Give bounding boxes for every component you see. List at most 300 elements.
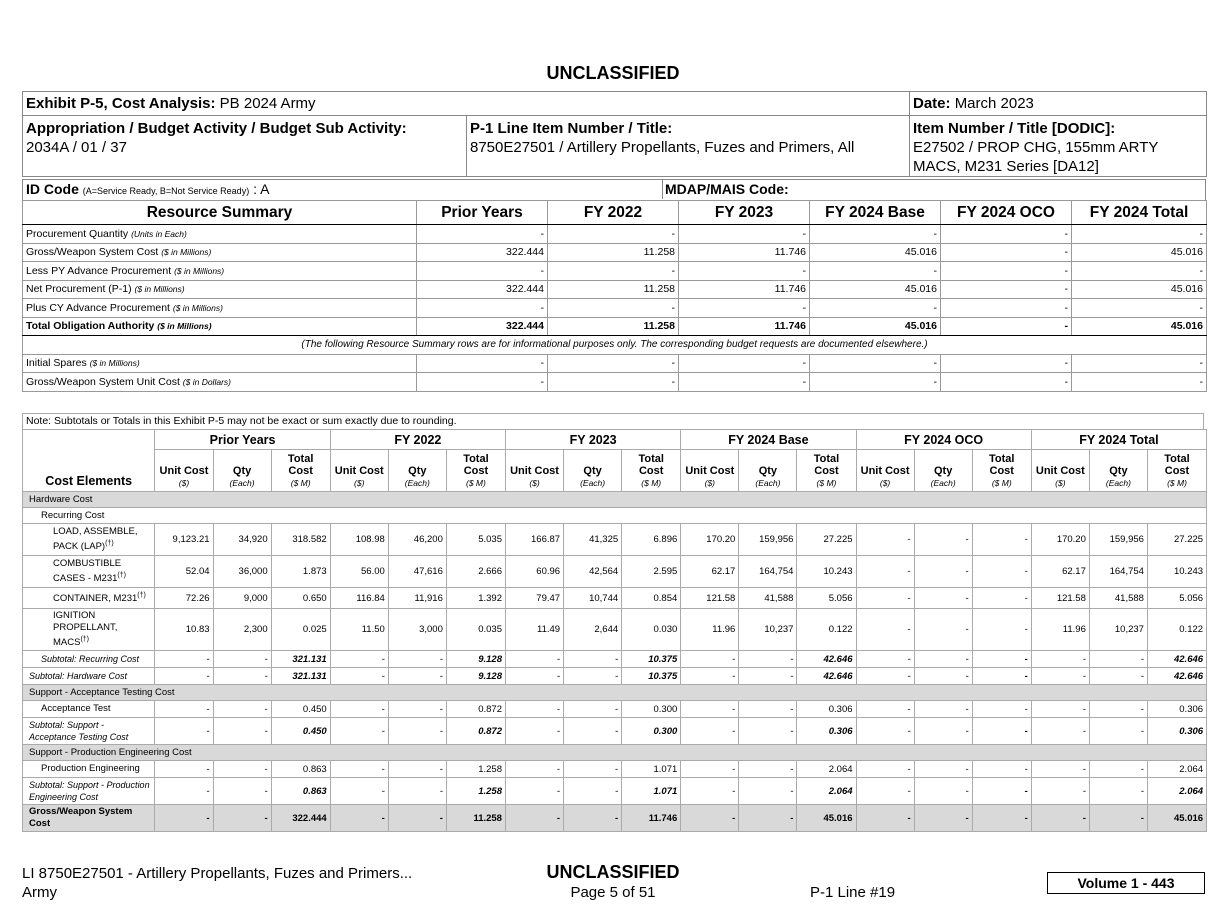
resource-summary-value: - [941,354,1072,373]
total-cost-label: Total Cost [287,453,314,477]
unit-cost-value: - [155,761,213,778]
total-cost-header [972,450,1031,492]
resource-summary-row [23,280,1207,299]
resource-summary-value: - [548,225,679,244]
resource-summary-row [23,225,1207,244]
cost-subtotal-row [23,778,1207,805]
id-code-row [22,179,1206,201]
qty-header [388,450,446,492]
resource-summary-value: - [417,354,548,373]
qty-value: - [213,701,271,718]
total-cost-value: 2.064 [797,761,856,778]
qty-value: 159,956 [1089,524,1147,556]
total-cost-value: 11.746 [622,805,681,832]
unit-cost-value: - [856,718,914,745]
qty-value: - [914,651,972,668]
total-cost-value: 2.595 [622,556,681,588]
cost-section-row [23,685,1207,701]
resource-summary-column-header: FY 2022 [548,201,679,225]
resource-summary-value: - [417,262,548,281]
cost-item-row [23,588,1207,609]
item-number-cell [910,116,1207,177]
unit-cost-value: 10.83 [155,609,213,651]
resource-summary-value: 45.016 [1072,280,1207,299]
unit-cost-value: 166.87 [505,524,563,556]
cost-item-row [23,524,1207,556]
total-cost-value: 0.306 [1147,718,1206,745]
item-number-value-2: MACS, M231 Series [DA12] [913,158,1099,175]
unit-cost-value: - [856,761,914,778]
total-cost-value: 1.873 [271,556,330,588]
unit-cost-value: 116.84 [330,588,388,609]
qty-label: Qty [1109,465,1128,477]
unit-cost-value: 72.26 [155,588,213,609]
qty-value: 164,754 [1089,556,1147,588]
qty-value: 159,956 [739,524,797,556]
row-unit: (Units in Each) [131,228,187,239]
row-unit: ($ in Millions) [172,302,223,313]
date-value: March 2023 [954,95,1034,112]
total-cost-value: 5.035 [446,524,505,556]
exhibit-label: Exhibit P-5, Cost Analysis: [26,95,216,112]
total-cost-value: 27.225 [1147,524,1206,556]
resource-summary-value: - [941,317,1072,336]
qty-value: - [1089,668,1147,685]
qty-value: 47,616 [388,556,446,588]
resource-summary-value: - [679,354,810,373]
qty-value: - [213,761,271,778]
qty-value: 41,588 [1089,588,1147,609]
qty-unit: (Each) [1105,478,1131,488]
unit-cost-value: - [505,701,563,718]
unit-cost-value: - [330,668,388,685]
qty-value: - [213,668,271,685]
resource-summary-value: - [810,225,941,244]
qty-value: - [388,718,446,745]
unit-cost-value: - [505,651,563,668]
resource-summary-column-header: FY 2024 Total [1072,201,1207,225]
unit-cost-value: - [155,651,213,668]
cost-element-label: LOAD, ASSEMBLE, PACK (LAP) [53,525,138,553]
total-cost-value: 42.646 [797,668,856,685]
qty-value: - [213,778,271,805]
qty-value: - [213,651,271,668]
qty-value: 41,325 [564,524,622,556]
qty-header [914,450,972,492]
exhibit-header [22,91,1207,177]
cost-item-row [23,609,1207,651]
resource-summary-value: 11.258 [548,317,679,336]
resource-summary-value: 11.746 [679,317,810,336]
dagger-footnote-mark: (†) [105,539,114,547]
row-label: Net Procurement (P-1) [26,283,132,296]
total-cost-label: Total Cost [638,453,664,477]
resource-summary-value: - [1072,262,1207,281]
unit-cost-value: - [681,778,739,805]
cost-element-label: COMBUSTIBLE CASES - M231 [53,557,122,585]
total-cost-value: 321.131 [271,651,330,668]
total-cost-value: 45.016 [797,805,856,832]
unit-cost-value: - [856,588,914,609]
qty-value: - [213,805,271,832]
total-cost-value: - [972,609,1031,651]
resource-summary-value: - [1072,354,1207,373]
resource-summary-row-label-cell [23,225,417,244]
total-cost-value: - [972,556,1031,588]
qty-value: 11,916 [388,588,446,609]
unit-cost-value: 121.58 [1031,588,1089,609]
qty-value: 2,644 [564,609,622,651]
unit-cost-value: - [155,805,213,832]
qty-unit: (Each) [229,478,255,488]
total-cost-value: 0.306 [1147,701,1206,718]
total-cost-value: 10.243 [1147,556,1206,588]
unit-cost-header [856,450,914,492]
total-cost-value: - [972,701,1031,718]
resource-summary-value: 322.444 [417,243,548,262]
resource-summary-header [23,201,1207,225]
resource-summary-value: - [941,299,1072,318]
resource-summary-value: - [810,299,941,318]
total-cost-value: 2.666 [446,556,505,588]
unit-cost-value: - [330,718,388,745]
cost-subtotal-row [23,651,1207,668]
qty-value: - [914,609,972,651]
qty-value: - [1089,718,1147,745]
resource-summary-row-label-cell [23,373,417,392]
resource-summary-row-label-cell [23,354,417,373]
total-cost-value: 6.896 [622,524,681,556]
qty-value: 41,588 [739,588,797,609]
classification-banner-bottom: UNCLASSIFIED [546,862,680,882]
qty-value: - [213,718,271,745]
resource-summary-value: - [941,373,1072,392]
unit-cost-header [681,450,739,492]
qty-unit: (Each) [580,478,606,488]
unit-cost-value: 11.50 [330,609,388,651]
resource-summary-column-header: Prior Years [417,201,548,225]
total-cost-header [797,450,856,492]
qty-value: 10,237 [1089,609,1147,651]
resource-summary-value: - [941,280,1072,299]
unit-cost-value: - [505,805,563,832]
cost-subtotal-row [23,668,1207,685]
p1-line-item-cell [467,116,910,177]
rounding-note: Note: Subtotals or Totals in this Exhibit P-5 may not be exact or sum exactly due to rounding. [22,413,1204,429]
cost-category-label: Recurring Cost [23,508,1207,524]
unit-cost-value: - [505,778,563,805]
unit-cost-value: 62.17 [1031,556,1089,588]
cost-element-label-cell [23,718,155,745]
total-cost-value: - [972,588,1031,609]
cost-elements-group-label: FY 2024 OCO [856,430,1031,450]
total-cost-unit: ($ M) [1167,478,1187,488]
unit-cost-header [330,450,388,492]
qty-value: - [388,701,446,718]
qty-value: - [739,805,797,832]
unit-cost-value: - [1031,701,1089,718]
cost-element-label: Acceptance Test [41,703,111,714]
resource-summary-value: - [417,373,548,392]
total-cost-value: 0.300 [622,718,681,745]
cost-element-label: Subtotal: Support - Production Engineering Cost [29,780,150,802]
resource-summary-value: - [679,299,810,318]
qty-unit: (Each) [404,478,430,488]
qty-value: - [388,805,446,832]
resource-summary-value: - [1072,299,1207,318]
exhibit-value: PB 2024 Army [219,95,316,112]
resource-summary-column-header: FY 2024 Base [810,201,941,225]
unit-cost-value: - [681,718,739,745]
cost-element-label: Gross/Weapon System Cost [29,806,133,829]
unit-cost-value: - [681,701,739,718]
cost-line-row [23,761,1207,778]
resource-summary-info-row [23,373,1207,392]
unit-cost-header [505,450,563,492]
id-code-note: (A=Service Ready, B=Not Service Ready) [82,186,250,196]
cost-element-label-cell [23,805,155,832]
qty-value: 2,300 [213,609,271,651]
unit-cost-value: - [330,761,388,778]
qty-value: - [914,556,972,588]
total-cost-value: 9.128 [446,651,505,668]
unit-cost-value: 11.96 [1031,609,1089,651]
qty-value: - [388,651,446,668]
resource-summary-row-label-cell [23,299,417,318]
total-cost-value: 9.128 [446,668,505,685]
total-cost-value: 0.035 [446,609,505,651]
resource-summary-value: - [417,299,548,318]
volume-page-box: Volume 1 - 443 [1047,872,1205,894]
resource-summary-row [23,317,1207,336]
qty-header [739,450,797,492]
total-cost-value: 0.030 [622,609,681,651]
qty-value: - [1089,805,1147,832]
qty-value: - [564,668,622,685]
total-cost-value: - [972,668,1031,685]
qty-value: - [388,778,446,805]
qty-value: - [564,718,622,745]
row-unit: ($ in Millions) [161,247,212,258]
unit-cost-value: - [505,668,563,685]
resource-summary-title: Resource Summary [23,201,417,225]
total-cost-unit: ($ M) [991,478,1012,488]
unit-cost-value: - [1031,668,1089,685]
total-cost-label: Total Cost [989,453,1015,477]
cost-element-label-cell [23,668,155,685]
resource-summary-value: - [1072,225,1207,244]
cost-element-label-cell [23,524,155,556]
cost-element-label: Subtotal: Support - Acceptance Testing Cost [29,720,129,742]
resource-summary-value: - [679,225,810,244]
resource-summary-value: 45.016 [810,317,941,336]
total-cost-value: 2.064 [797,778,856,805]
cost-elements-group-label: FY 2024 Base [681,430,856,450]
cost-grand-total-row [23,805,1207,832]
total-cost-value: 321.131 [271,668,330,685]
total-cost-value: - [972,778,1031,805]
exhibit-title-cell [23,92,910,116]
resource-summary-value: - [548,262,679,281]
resource-summary-row-label-cell [23,262,417,281]
total-cost-unit: ($ M) [816,478,837,488]
qty-value: - [739,701,797,718]
qty-value: - [739,778,797,805]
total-cost-value: 0.863 [271,761,330,778]
qty-value: - [1089,701,1147,718]
qty-value: - [388,668,446,685]
resource-summary-value: - [1072,373,1207,392]
unit-cost-value: - [1031,651,1089,668]
unit-cost-value: 79.47 [505,588,563,609]
unit-cost-value: - [681,651,739,668]
resource-summary-value: 11.746 [679,280,810,299]
total-cost-value: 322.444 [271,805,330,832]
p1-line-item-label: P-1 Line Item Number / Title: [470,120,673,137]
unit-cost-value: - [856,805,914,832]
total-cost-label: Total Cost [813,453,840,477]
qty-value: - [564,805,622,832]
unit-cost-value: - [856,556,914,588]
unit-cost-value: 121.58 [681,588,739,609]
cost-elements-sub-header [23,450,1207,492]
unit-cost-value: 170.20 [681,524,739,556]
unit-cost-value: - [505,718,563,745]
unit-cost-value: 62.17 [681,556,739,588]
resource-summary-value: 322.444 [417,280,548,299]
dagger-footnote-mark: (†) [137,592,146,600]
row-label: Initial Spares [26,357,87,370]
qty-unit: (Each) [930,478,956,488]
qty-value: - [914,761,972,778]
cost-elements-group-label: FY 2024 Total [1031,430,1206,450]
unit-cost-value: 52.04 [155,556,213,588]
qty-value: 9,000 [213,588,271,609]
resource-summary-row [23,243,1207,262]
resource-summary-row-label-cell [23,317,417,336]
unit-cost-unit: ($) [354,478,365,488]
row-unit: ($ in Millions) [89,358,140,369]
resource-summary-value: 11.746 [679,243,810,262]
unit-cost-value: - [856,701,914,718]
informational-note-row [23,336,1207,355]
qty-value: - [739,651,797,668]
row-label: Procurement Quantity [26,227,129,240]
qty-label: Qty [758,465,778,477]
qty-value: - [388,761,446,778]
total-cost-unit: ($ M) [641,478,662,488]
informational-note: (The following Resource Summary rows are for informational purposes only. The corresponding budget requests are documented elsewhere.) [23,336,1207,355]
resource-summary-value: - [810,354,941,373]
unit-cost-value: - [330,805,388,832]
total-cost-value: - [972,651,1031,668]
unit-cost-value: - [681,668,739,685]
total-cost-value: 0.450 [271,701,330,718]
resource-summary-row [23,262,1207,281]
unit-cost-header [155,450,213,492]
qty-label: Qty [408,465,427,477]
unit-cost-unit: ($) [178,478,190,488]
unit-cost-label: Unit Cost [510,465,559,477]
unit-cost-value: - [155,668,213,685]
appropriation-cell [23,116,467,177]
resource-summary-value: 322.444 [417,317,548,336]
total-cost-header [271,450,330,492]
cost-section-row [23,492,1207,508]
footer-service: Army [22,884,57,901]
qty-value: - [564,761,622,778]
total-cost-value: 5.056 [797,588,856,609]
total-cost-value: 1.258 [446,761,505,778]
unit-cost-label: Unit Cost [159,465,209,477]
footer-line-item: LI 8750E27501 - Artillery Propellants, Fuzes and Primers... [22,865,413,882]
resource-summary-table [22,200,1207,392]
id-code-label: ID Code [26,181,79,197]
unit-cost-value: 108.98 [330,524,388,556]
total-cost-value: - [972,718,1031,745]
total-cost-value: 42.646 [1147,651,1206,668]
cost-elements-title: Cost Elements [23,430,155,492]
unit-cost-value: 170.20 [1031,524,1089,556]
total-cost-value: 0.306 [797,718,856,745]
cost-element-label-cell [23,778,155,805]
qty-value: - [564,651,622,668]
unit-cost-value: - [856,778,914,805]
qty-value: - [1089,651,1147,668]
cost-elements-group-label: Prior Years [155,430,330,450]
cost-element-label-cell [23,651,155,668]
qty-value: - [564,701,622,718]
resource-summary-value: - [941,262,1072,281]
unit-cost-unit: ($) [704,478,715,488]
total-cost-value: 1.071 [622,778,681,805]
total-cost-value: 318.582 [271,524,330,556]
footer-p1-line: P-1 Line #19 [810,884,896,901]
unit-cost-value: 11.96 [681,609,739,651]
qty-value: - [564,778,622,805]
unit-cost-label: Unit Cost [334,465,384,477]
resource-summary-value: 11.258 [548,243,679,262]
total-cost-value: 2.064 [1147,778,1206,805]
qty-value: - [1089,761,1147,778]
dagger-footnote-mark: (†) [80,635,90,643]
resource-summary-value: 45.016 [1072,317,1207,336]
total-cost-value: 1.258 [446,778,505,805]
total-cost-label: Total Cost [463,453,489,477]
unit-cost-label: Unit Cost [860,465,910,477]
qty-value: - [1089,778,1147,805]
cost-element-label: IGNITION PROPELLANT, MACS [53,609,118,649]
qty-value: - [914,805,972,832]
row-label: Plus CY Advance Procurement [26,301,170,314]
cost-element-label: Subtotal: Recurring Cost [41,654,140,664]
row-label: Gross/Weapon System Cost [26,246,159,259]
resource-summary-value: - [417,225,548,244]
total-cost-value: 0.025 [271,609,330,651]
total-cost-value: 10.375 [622,651,681,668]
cost-element-label: Subtotal: Hardware Cost [29,671,128,681]
unit-cost-value: - [856,651,914,668]
unit-cost-value: 60.96 [505,556,563,588]
unit-cost-value: - [681,761,739,778]
unit-cost-value: 11.49 [505,609,563,651]
cost-subtotal-row [23,718,1207,745]
cost-section-label: Support - Production Engineering Cost [23,745,1207,761]
total-cost-value: 0.854 [622,588,681,609]
qty-header [564,450,622,492]
resource-summary-value: 11.258 [548,280,679,299]
row-unit: ($ in Millions) [157,321,212,332]
